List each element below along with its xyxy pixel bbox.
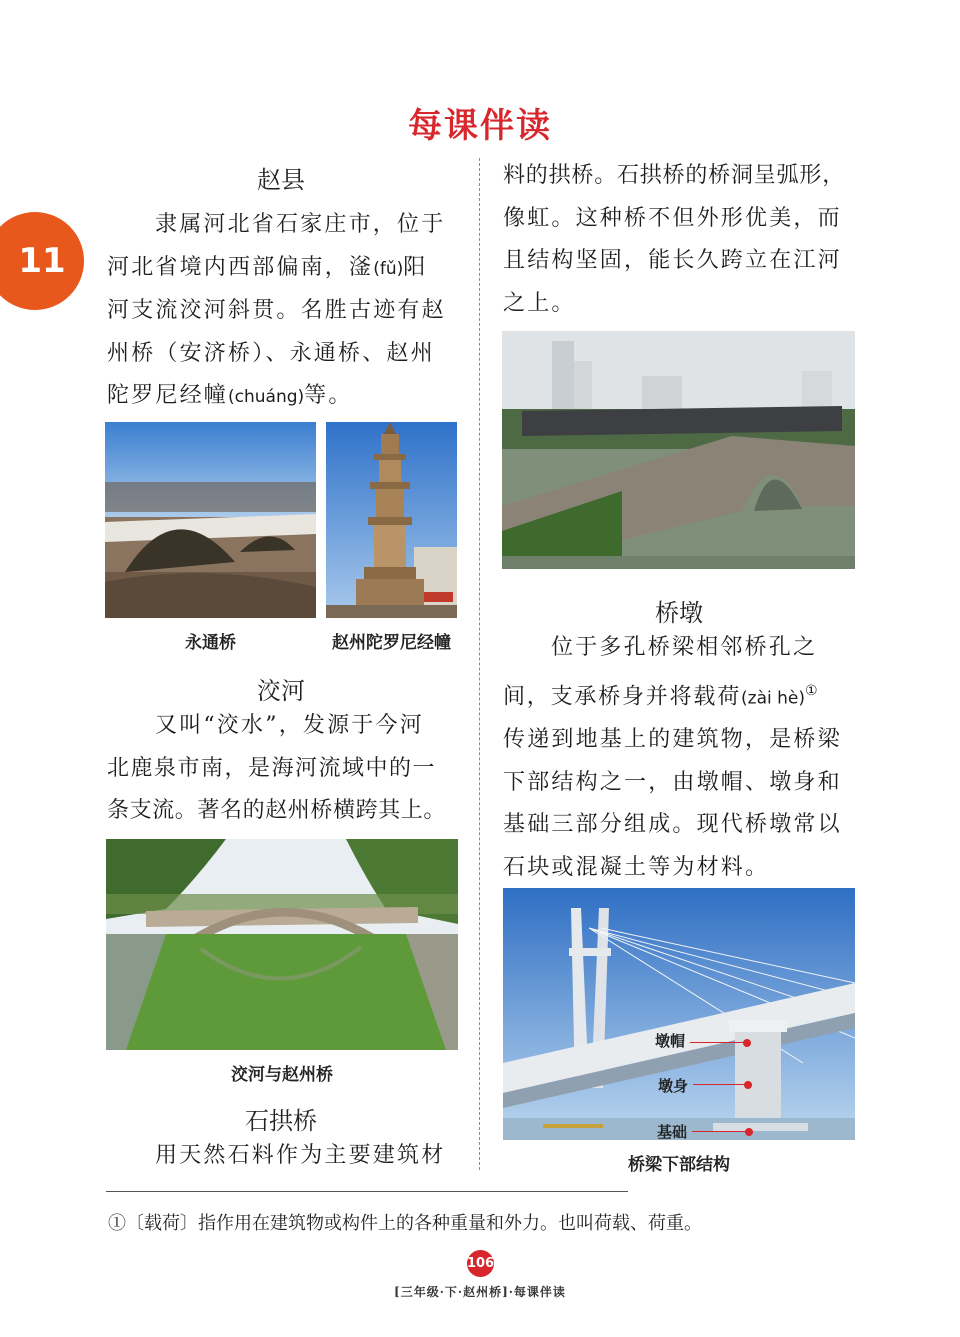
marker-pier-foundation bbox=[745, 1128, 753, 1136]
photo-bridge-substructure bbox=[503, 888, 855, 1140]
heading-qiaodun: 桥墩 bbox=[655, 599, 703, 627]
qiaodun-line-4: 下部结构之一，由墩帽、墩身和 bbox=[503, 769, 842, 795]
leader-pier-body bbox=[693, 1084, 746, 1085]
zhaoxian-line-5: 陀罗尼经幢 bbox=[107, 383, 229, 408]
qiaodun-line-5: 基础三部分组成。现代桥墩常以 bbox=[503, 812, 842, 838]
shigongqiao-line-1: 用天然石料作为主要建筑材 bbox=[155, 1143, 446, 1168]
pinyin-chuang: (chuáng) bbox=[228, 387, 305, 407]
xiaohe-line-3: 条支流。著名的赵州桥横跨其上。 bbox=[107, 798, 447, 823]
qiaodun-line-2: 间，支承桥身并将载荷 bbox=[503, 683, 742, 709]
lesson-number-badge: 11 bbox=[0, 212, 84, 310]
marker-pier-cap bbox=[743, 1039, 751, 1047]
footnote: ①〔载荷〕指作用在建筑物或构件上的各种重量和外力。也叫荷载、荷重。 bbox=[108, 1213, 702, 1234]
footnote-marker: ① bbox=[804, 682, 818, 699]
heading-shigongqiao: 石拱桥 bbox=[245, 1107, 317, 1135]
label-pier-foundation: 基础 bbox=[657, 1123, 688, 1141]
footnote-rule bbox=[106, 1191, 628, 1192]
paragraph-qiaodun bbox=[503, 627, 857, 889]
label-pier-cap: 墩帽 bbox=[655, 1032, 686, 1050]
photo-yongtong-bridge bbox=[105, 422, 316, 618]
zhaoxian-line-4: 州桥（安济桥）、永通桥、赵州 bbox=[107, 340, 435, 366]
photo-xiaohe-zhaozhou-bridge bbox=[106, 839, 458, 1050]
leader-pier-cap bbox=[690, 1042, 745, 1043]
zhaoxian-line-1: 隶属河北省石家庄市，位于 bbox=[155, 212, 446, 237]
pinyin-fu: (fǔ) bbox=[373, 258, 404, 279]
label-pier-body: 墩身 bbox=[658, 1077, 689, 1095]
qiaodun-line-1: 位于多孔桥梁相邻桥孔之 bbox=[551, 635, 818, 660]
shigongqiao-line-3: 像虹。这种桥不但外形优美，而 bbox=[503, 205, 842, 231]
caption-xiaohe-bridge: 洨河与赵州桥 bbox=[231, 1065, 333, 1085]
page-title: 每课伴读 bbox=[408, 106, 552, 146]
marker-pier-body bbox=[744, 1081, 752, 1089]
shigongqiao-line-5: 之上。 bbox=[503, 290, 576, 316]
zhaoxian-line-2-tail: 阳 bbox=[403, 254, 428, 280]
zhaoxian-line-5-tail: 等。 bbox=[304, 383, 353, 408]
qiaodun-line-3: 传递到地基上的建筑物，是桥梁 bbox=[503, 727, 842, 753]
pinyin-zaihe: (zài hè) bbox=[741, 687, 805, 708]
paragraph-shigongqiao-start bbox=[107, 1135, 459, 1178]
heading-zhaoxian: 赵县 bbox=[257, 166, 305, 194]
photo-jingchuang bbox=[326, 422, 457, 618]
heading-xiaohe: 洨河 bbox=[257, 677, 305, 705]
photo-stone-arch-bridge bbox=[502, 331, 855, 569]
paragraph-zhaoxian bbox=[107, 204, 459, 419]
page-number: 106 bbox=[467, 1250, 494, 1277]
column-divider bbox=[479, 158, 480, 1170]
paragraph-shigongqiao-cont bbox=[503, 155, 855, 325]
qiaodun-line-6: 石块或混凝土等为材料。 bbox=[503, 854, 770, 880]
running-footer: [三年级·下·赵州桥]·每课伴读 bbox=[394, 1285, 566, 1299]
zhaoxian-line-3: 河支流洨河斜贯。名胜古迹有赵 bbox=[107, 298, 446, 323]
caption-bridge-structure: 桥梁下部结构 bbox=[628, 1155, 730, 1175]
shigongqiao-line-4: 且结构坚固，能长久跨立在江河 bbox=[503, 248, 842, 273]
paragraph-xiaohe bbox=[107, 705, 459, 833]
caption-yongtong: 永通桥 bbox=[185, 633, 236, 653]
caption-jingchuang: 赵州陀罗尼经幢 bbox=[332, 633, 451, 653]
zhaoxian-line-2: 河北省境内西部偏南，滏 bbox=[107, 254, 374, 280]
xiaohe-line-1: 又叫“洨水”，发源于今河 bbox=[155, 713, 424, 738]
leader-pier-foundation bbox=[692, 1131, 747, 1132]
shigongqiao-line-2: 料的拱桥。石拱桥的桥洞呈弧形， bbox=[503, 163, 846, 188]
xiaohe-line-2: 北鹿泉市南，是海河流域中的一 bbox=[107, 755, 437, 781]
